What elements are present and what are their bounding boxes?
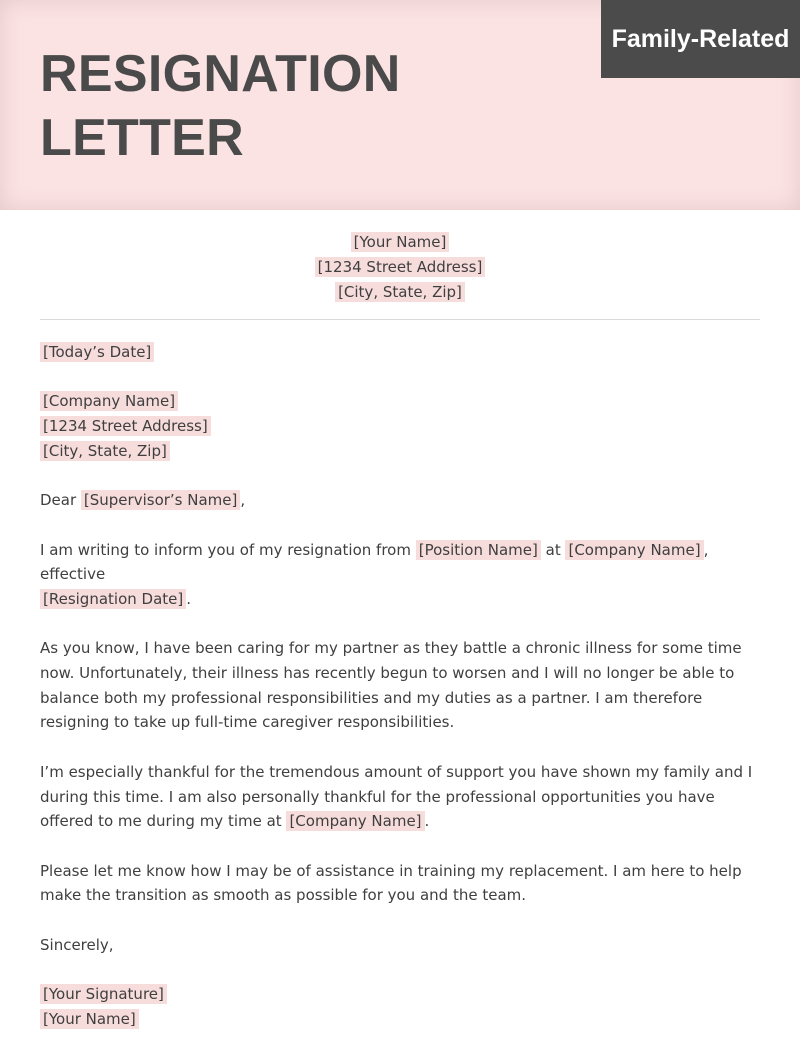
- paragraph-2: As you know, I have been caring for my partner as they battle a chronic illness for some time now. Unfortunately, their illness has recently begun to worsen and I will no longer be able to balance both my professional responsibilities and my duties as a partner. I am therefore resigning to take up full-time caregiver responsibilities.: [40, 639, 742, 732]
- recipient-block: [40, 389, 762, 463]
- title-line-1: RESIGNATION: [40, 45, 401, 103]
- company-name: [Company Name]: [286, 811, 424, 831]
- signer-name: [Your Name]: [40, 1009, 139, 1029]
- divider: [40, 319, 760, 320]
- company-name: [Company Name]: [565, 540, 703, 560]
- salutation: Dear [Supervisor’s Name] ,: [40, 491, 246, 510]
- date-line: [40, 340, 762, 365]
- recipient-company: [Company Name]: [40, 391, 178, 411]
- category-badge: Family-Related: [601, 0, 800, 78]
- sender-city: [City, State, Zip]: [335, 282, 465, 302]
- closing: Sincerely,: [40, 935, 114, 954]
- position-name: [Position Name]: [416, 540, 541, 560]
- recipient-address: [1234 Street Address]: [40, 416, 211, 436]
- sender-block: [0, 230, 800, 305]
- page-title: [40, 42, 401, 170]
- sender-address: [1234 Street Address]: [315, 257, 486, 277]
- signature-block: [40, 982, 762, 1031]
- signature: [Your Signature]: [40, 984, 167, 1004]
- supervisor-name: [Supervisor’s Name]: [81, 490, 240, 510]
- paragraph-1: I am writing to inform you of my resignation from [Position Name] at [Company Name] , effective [Resignation Date] .: [40, 540, 709, 608]
- today-date: [Today’s Date]: [40, 342, 154, 362]
- paragraph-4: Please let me know how I may be of assistance in training my replacement. I am here to help make the transition as smooth as possible for you and the team.: [40, 861, 742, 905]
- recipient-city: [City, State, Zip]: [40, 441, 170, 461]
- sender-name: [Your Name]: [351, 232, 450, 252]
- title-line-2: LETTER: [40, 109, 245, 167]
- resignation-date: [Resignation Date]: [40, 589, 186, 609]
- paragraph-3: I’m especially thankful for the tremendous amount of support you have shown my family and I during this time. I am also personally thankful for the professional opportunities you have offered to me during my time at [Company Name] .: [40, 762, 753, 831]
- letter-body: [40, 340, 762, 1056]
- header-banner: [0, 0, 800, 210]
